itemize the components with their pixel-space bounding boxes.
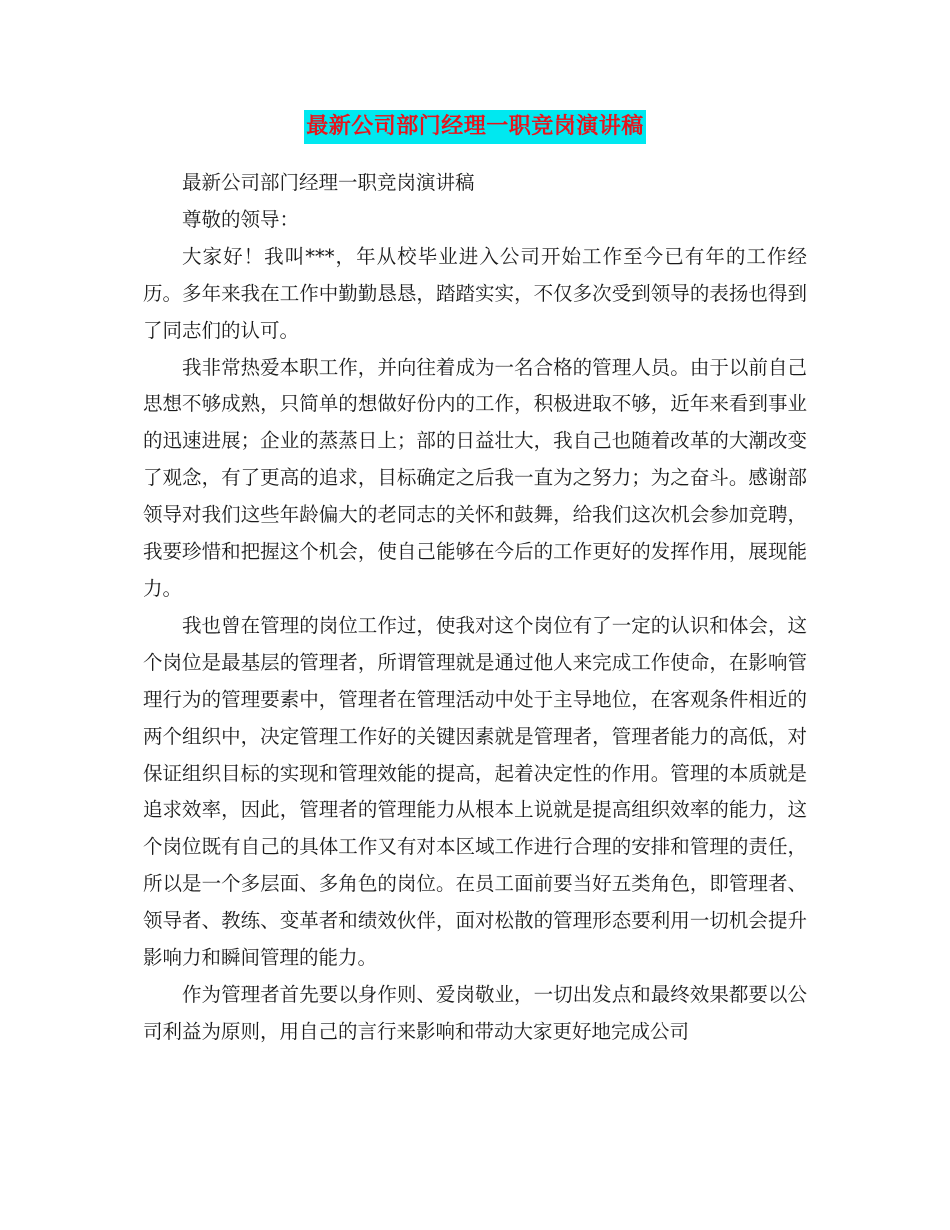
title-container	[0, 110, 950, 144]
document-title: 最新公司部门经理一职竞岗演讲稿	[304, 110, 646, 144]
paragraph-salutation: 尊敬的领导：	[182, 207, 300, 231]
paragraph-heading-repeat: 最新公司部门经理一职竞岗演讲稿	[182, 171, 475, 194]
paragraph-intro: 大家好！我叫***，年从校毕业进入公司开始工作至今已有年的工作经历。多年来我在工作中勤勤恳恳，踏踏实实，不仅多次受到领导的表扬也得到了同志们的认可。	[143, 244, 807, 342]
document-body	[143, 165, 807, 1051]
paragraph-motivation: 我非常热爱本职工作，并向往着成为一名合格的管理人员。由于以前自己思想不够成熟，只简单的想做好份内的工作，积极进取不够，近年来看到事业的迅速进展；企业的蒸蒸日上；部的日益壮大，我自己也随着改革的大潮改变了观念，有了更高的追求，目标确定之后我一直为之努力；为之奋斗。感谢部领导对我们这些年龄偏大的老同志的关怀和鼓舞，给我们这次机会参加竞聘，我要珍惜和把握这个机会，使自己能够在今后的工作更好的发挥作用，展现能力。	[143, 355, 807, 600]
paragraph-experience: 我也曾在管理的岗位工作过，使我对这个岗位有了一定的认识和体会，这个岗位是最基层的管理者，所谓管理就是通过他人来完成工作使命，在影响管理行为的管理要素中，管理者在管理活动中处于主导地位，在客观条件相近的两个组织中，决定管理工作好的关键因素就是管理者，管理者能力的高低，对保证组织目标的实现和管理效能的提高，起着决定性的作用。管理的本质就是追求效率，因此，管理者的管理能力从根本上说就是提高组织效率的能力，这个岗位既有自己的具体工作又有对本区域工作进行合理的安排和管理的责任，所以是一个多层面、多角色的岗位。在员工面前要当好五类角色，即管理者、领导者、教练、变革者和绩效伙伴，面对松散的管理形态要利用一切机会提升影响力和瞬间管理的能力。	[143, 613, 807, 970]
paragraph-role-model: 作为管理者首先要以身作则、爱岗敬业，一切出发点和最终效果都要以公司利益为原则，用自己的言行来影响和带动大家更好地完成公司	[143, 982, 807, 1043]
